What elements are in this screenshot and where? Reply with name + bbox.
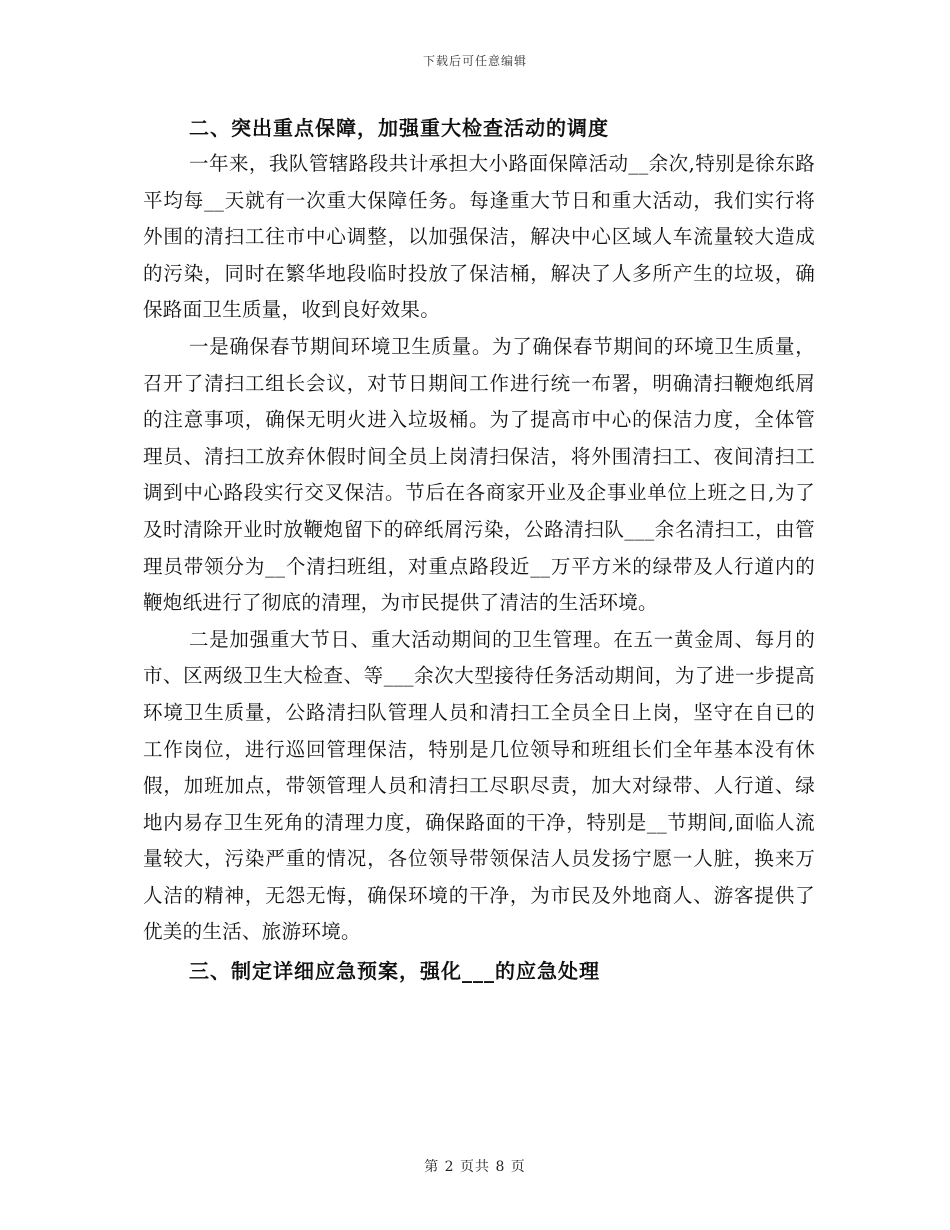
page-header: 下载后可任意编辑 <box>422 54 527 68</box>
section-heading-3: 三、制定详细应急预案，强化___的应急处理 <box>189 959 600 984</box>
paragraph-3: 二是加强重大节日、重大活动期间的卫生管理。在五一黄金周、每月的市、区两级卫生大检查、等___余次大型接待任务活动期间，为了进一步提高环境卫生质量，公路清扫队管理人员和清扫工全员全日上岗，坚守在自已的工作岗位，进行巡回管理保洁，特别是几位领导和班组长们全年基本没有休假，加班加点，带领管理人员和清扫工尽职尽责，加大对绿带、人行道、绿地内易存卫生死角的清理力度，确保路面的干净，特别是__节期间,面临人流量较大，污染严重的情况，各位领导带领保洁人员发扬宁愿一人脏，换来万人洁的精神，无怨无悔，确保环境的干净，为市民及外地商人、游客提供了优美的生活、旅游环境。 <box>143 627 815 944</box>
section-heading-2: 二、突出重点保障，加强重大检查活动的调度 <box>189 116 609 140</box>
paragraph-1: 一年来，我队管辖路段共计承担大小路面保障活动__余次,特别是徐东路平均每__天就有一次重大保障任务。每逢重大节日和重大活动，我们实行将外围的清扫工往市中心调整，以加强保洁，解决中心区域人车流量较大造成的污染，同时在繁华地段临时投放了保洁桶，解决了人多所产生的垃圾，确保路面卫生质量，收到良好效果。 <box>143 152 815 322</box>
paragraph-2: 一是确保春节期间环境卫生质量。为了确保春节期间的环境卫生质量，召开了清扫工组长会议，对节日期间工作进行统一布署，明确清扫鞭炮纸屑的注意事项，确保无明火进入垃圾桶。为了提高市中心的保洁力度，全体管理员、清扫工放弃休假时间全员上岗清扫保洁，将外围清扫工、夜间清扫工调到中心路段实行交叉保洁。节后在各商家开业及企事业单位上班之日,为了及时清除开业时放鞭炮留下的碎纸屑污染，公路清扫队___余名清扫工，由管理员带领分为__个清扫班组，对重点路段近__万平方米的绿带及人行道内的鞭炮纸进行了彻底的清理，为市民提供了清洁的生活环境。 <box>143 334 815 615</box>
page-footer: 第 2 页共 8 页 <box>424 1159 526 1175</box>
document-body <box>143 110 815 989</box>
